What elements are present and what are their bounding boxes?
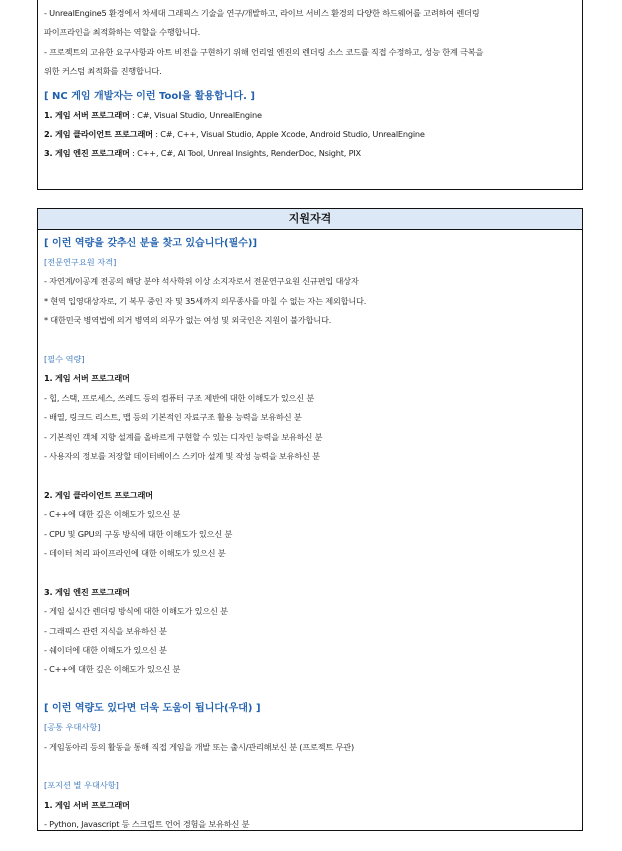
client-line: - 데이터 처리 파이프라인에 대한 이해도가 있으신 분: [44, 548, 226, 559]
server-line: - 기본적인 객체 지향 설계를 올바르게 구현할 수 있는 디자인 능력을 보유하신 분: [44, 431, 323, 442]
research-line: * 대한민국 병역법에 의거 병역의 의무가 없는 여성 및 외국인은 지원이 불가합니다.: [44, 315, 332, 326]
client-line: - C++에 대한 깊은 이해도가 있으신 분: [44, 509, 181, 520]
engine-line: - 그래픽스 관련 지식을 보유하신 분: [44, 625, 167, 636]
pos-server-title: 1. 게임 서버 프로그래머: [44, 799, 130, 810]
server-title: 1. 게임 서버 프로그래머: [44, 373, 130, 384]
tools-title: [ NC 게임 개발자는 이런 Tool을 활용합니다. ]: [44, 90, 255, 102]
tool-line-client: 2. 게임 클라이언트 프로그래머 : C#, C++, Visual Studio, Apple Xcode, Android Studio, UnrealEngine: [44, 129, 425, 140]
engine-title: 3. 게임 엔진 프로그래머: [44, 586, 130, 597]
research-line: - 자연계/이공계 전공의 해당 분야 석사학위 이상 소지자로서 전문연구요원 신규편입 대상자: [44, 276, 359, 287]
pos-server-line: - Python, Javascript 등 스크립트 언어 경험을 보유하신 분: [44, 819, 250, 830]
engine-line: - 쉐이더에 대한 이해도가 있으신 분: [44, 645, 167, 656]
tool-line-engine: 3. 게임 엔진 프로그래머 : C++, C#, AI Tool, Unreal Insights, RenderDoc, Nsight, PIX: [44, 148, 361, 159]
client-line: - CPU 및 GPU의 구동 방식에 대한 이해도가 있으신 분: [44, 528, 233, 539]
engine-line: - C++에 대한 깊은 이해도가 있으신 분: [44, 664, 181, 675]
qualifications-header: 지원자격: [38, 209, 582, 230]
required-title: [ 이런 역량을 갖추신 분을 찾고 있습니다(필수)]: [44, 238, 258, 249]
research-subtitle: [전문연구요원 자격]: [44, 257, 117, 267]
position-subtitle: [포지션 별 우대사항]: [44, 780, 119, 791]
server-line: - 배열, 링크드 리스트, 맵 등의 기본적인 자료구조 활용 능력을 보유하신 분: [44, 412, 302, 423]
must-subtitle: [필수 역량]: [44, 354, 85, 365]
common-subtitle: [공통 우대사항]: [44, 722, 101, 733]
qualifications-section: [37, 208, 583, 831]
intro-line: 파이프라인을 최적화하는 역할을 수행합니다.: [44, 27, 201, 38]
intro-line: - UnrealEngine5 환경에서 차세대 그래픽스 기술을 연구/개발하고, 라이브 서비스 환경의 다양한 하드웨어를 고려하여 렌더링: [44, 8, 480, 18]
preferred-title: [ 이런 역량도 있다면 더욱 도움이 됩니다(우대) ]: [44, 703, 261, 715]
intro-line: 위한 커스텀 최적화를 진행합니다.: [44, 66, 162, 77]
research-line: * 현역 입영대상자로, 기 복무 중인 자 및 35세까지 의무종사를 마칠 수 없는 자는 제외합니다.: [44, 295, 367, 306]
intro-line: - 프로젝트의 고유한 요구사항과 아트 비전을 구현하기 위해 언리얼 엔진의 렌더링 소스 코드를 직접 수정하고, 성능 한계 극복을: [44, 46, 484, 57]
client-title: 2. 게임 클라이언트 프로그래머: [44, 489, 153, 500]
job-description-section: [37, 0, 583, 190]
server-line: - 힙, 스택, 프로세스, 쓰레드 등의 컴퓨터 구조 제반에 대한 이해도가 있으신 분: [44, 392, 315, 403]
common-line: - 게임동아리 등의 활동을 통해 직접 게임을 개발 또는 출시/관리해보신 분 (프로젝트 무관): [44, 741, 354, 752]
engine-line: - 게임 실시간 렌더링 방식에 대한 이해도가 있으신 분: [44, 606, 228, 617]
tool-line-server: 1. 게임 서버 프로그래머 : C#, Visual Studio, UnrealEngine: [44, 109, 262, 120]
server-line: - 사용자의 정보를 저장할 데이터베이스 스키마 설계 및 작성 능력을 보유하신 분: [44, 451, 320, 462]
